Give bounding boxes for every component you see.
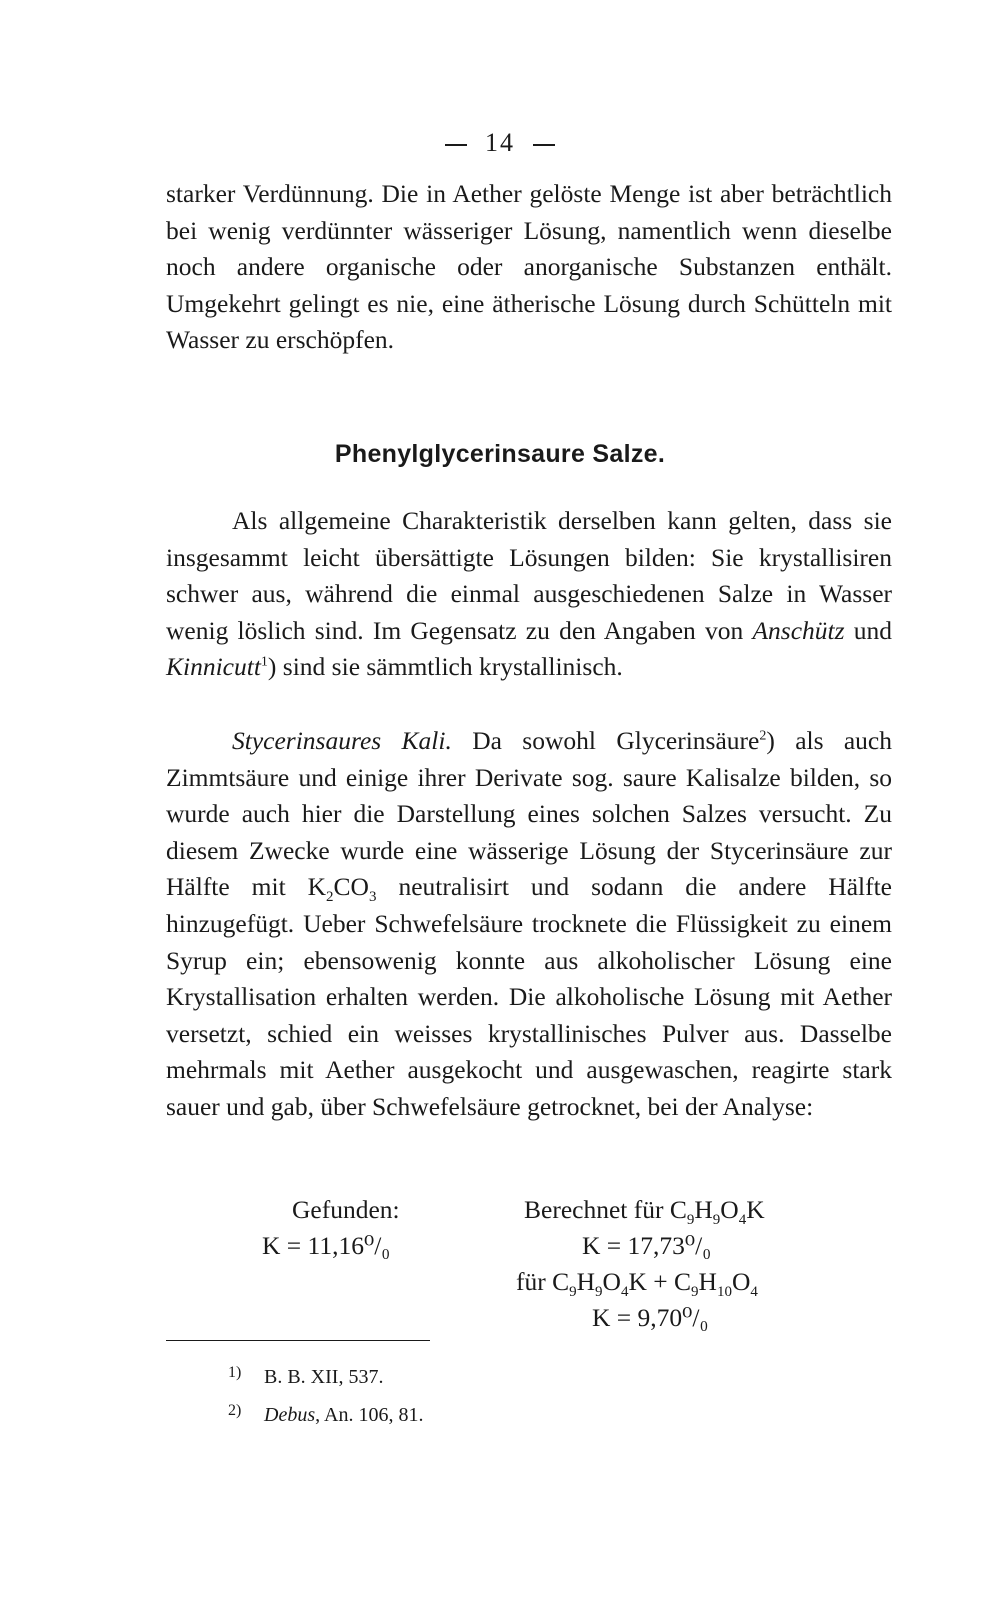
paragraph-2-text-c: sind sie sämmtlich krystallinisch. (282, 652, 623, 682)
formula-subscript: 4 (750, 1284, 758, 1301)
paragraph-2-text-b: und (853, 615, 892, 645)
paragraph-3: Stycerinsaures Kali. Da sowohl Glycerinsäure$^2$) als auch Zimmtsäure und einige ihrer Derivate sog. saure Kalisalze bilden, so wurde auch hier die Darstellung eines solchen Salzes versucht. Zu diesem Zwecke wurde eine wässerige Lösung der Stycerinsäure zur Hälfte mit $K_2CO_3$ neutralisirt und sodann die andere Hälfte hinzugefügt. Ueber Schwefelsäure trocknete die Flüssigkeit zu einem Syrup ein; ebensowenig konnte aus alkoholischer Lösung eine Krystallisation erhalten werden. Die alkoholische Lösung mit Aether versetzt, schied ein weisses krystallinisches Pulver aus. Dasselbe mehrmals mit Aether ausgekocht und ausgewaschen, reagirte stark sauer und gab, über Schwefelsäure getrocknet, bei der Analyse: (166, 726, 893, 1121)
plus-sign: + (653, 1267, 668, 1296)
calc2-prefix: für C (516, 1267, 570, 1296)
formula-subscript: 9 (595, 1284, 603, 1301)
section-heading: Phenylglycerinsaure Salze. (334, 440, 666, 468)
formula-subscript: 2 (326, 889, 334, 906)
formula-subscript: 9 (691, 1284, 699, 1301)
formula-subscript: 9 (569, 1284, 577, 1301)
calculated-label-2: für $C_9H_9O_4K + C_9H_{10}O_4$ (516, 1267, 758, 1301)
paragraph-1: starker Verdünnung. Die in Aether gelöste Menge ist aber beträchtlich bei wenig verdünnter wässeriger Lösung, namentlich wenn dieselbe noch andere organische oder anorganische Substanzen enthält. Umgekehrt gelingt es nie, eine ätherische Lösung durch Schütteln mit Wasser zu erschöpfen. (166, 179, 892, 355)
analysis-results (166, 1192, 892, 1342)
author-anschuetz: Anschütz (752, 615, 845, 645)
found-value: K = 11,16⁰/₀ (262, 1231, 391, 1260)
formula-potassium: K (746, 1195, 765, 1224)
paragraph-3-lead: Stycerinsaures Kali. (232, 726, 452, 755)
calculated-value-2: K = 9,70⁰/₀ (592, 1303, 709, 1332)
formula-text: CO (333, 872, 369, 902)
author-kinnicutt: Kinnicutt (166, 652, 261, 682)
page-number-dash-right (533, 144, 555, 146)
formula-subscript: 4 (620, 1284, 629, 1301)
paragraph-2: Als allgemeine Charakteristik derselben kann gelten, dass sie insgesammt leicht übersättigte Lösungen bilden: Sie krystallisiren schwer aus, während die einmal ausgeschiedenen Salze in Wasser wenig löslich sind. Im Gegensatz zu den Angaben von Anschütz und Kinnicutt$^1$) sind sie sämmtlich krystallinisch. (166, 506, 892, 682)
found-column (262, 1192, 400, 1264)
footnote-mark: 2) (228, 1402, 242, 1419)
footnote-text: B. B. XII, 537. (264, 1366, 384, 1388)
formula-subscript: 4 (738, 1212, 747, 1229)
footnotes (228, 1356, 423, 1432)
formula-subscript: 3 (368, 889, 377, 906)
footnote-author: Debus (264, 1404, 316, 1426)
formula-subscript: 9 (712, 1212, 721, 1229)
calc-label-prefix: Berechnet für C (524, 1195, 687, 1224)
formula-subscript: 10 (716, 1284, 732, 1301)
paragraph-3-text-d: neutralisirt und sodann die andere Hälfte hinzugefügt. Ueber Schwefelsäure trocknete die Flüssigkeit zu einem Syrup ein; ebensowenig konnte aus alkoholischer Lösung eine Krystallisation erhalten werden. Die alkoholische Lösung mit Aether versetzt, schied ein weisses krystallinisches Pulver aus. Dasselbe mehrmals mit Aether ausgekocht und ausgewaschen, reagirte stark sauer und gab, über Schwefelsäure getrocknet, bei der Analyse: (166, 872, 892, 1121)
formula-potassium: K (628, 1267, 647, 1296)
found-label: Gefunden: (292, 1195, 400, 1224)
footnote-1 (228, 1356, 423, 1394)
footnote-2 (228, 1394, 423, 1432)
footnote-rule (166, 1340, 430, 1341)
formula-subscript: 9 (686, 1212, 695, 1229)
calculated-label: Berechnet für $C_9H_9O_4K$ (524, 1195, 765, 1229)
paragraph-3-text-b: als auch Zimmtsäure und einige ihrer Derivate sog. saure Kalisalze bilden, so wurde auch hier die Darstellung eines solchen Salzes versucht. Zu diesem Zwecke wurde eine wässerige Lösung der Stycerinsäure zur Hälfte mit K (166, 726, 893, 902)
calculated-value-1: K = 17,73⁰/₀ (582, 1231, 712, 1260)
footnote-mark: 1) (228, 1364, 242, 1381)
page-number-value: 14 (485, 128, 515, 157)
paragraph-2-text-a: Als allgemeine Charakteristik derselben kann gelten, dass sie insgesammt leicht übersättigte Lösungen bilden: Sie krystallisiren schwer aus, während die einmal ausgeschiedenen Salze in Wasser wenig löslich sind. Im Gegensatz zu den Angaben von (166, 506, 892, 645)
page-number (0, 128, 1000, 158)
footnote-ref-2: 2 (759, 728, 767, 744)
footnote-ref-1: 1 (260, 654, 268, 670)
footnote-text: , An. 106, 81. (315, 1404, 424, 1426)
paragraph-3-text-a: Da sowohl Glycerinsäure (472, 726, 760, 755)
page-number-dash-left (445, 144, 467, 146)
calculated-column (516, 1192, 765, 1336)
